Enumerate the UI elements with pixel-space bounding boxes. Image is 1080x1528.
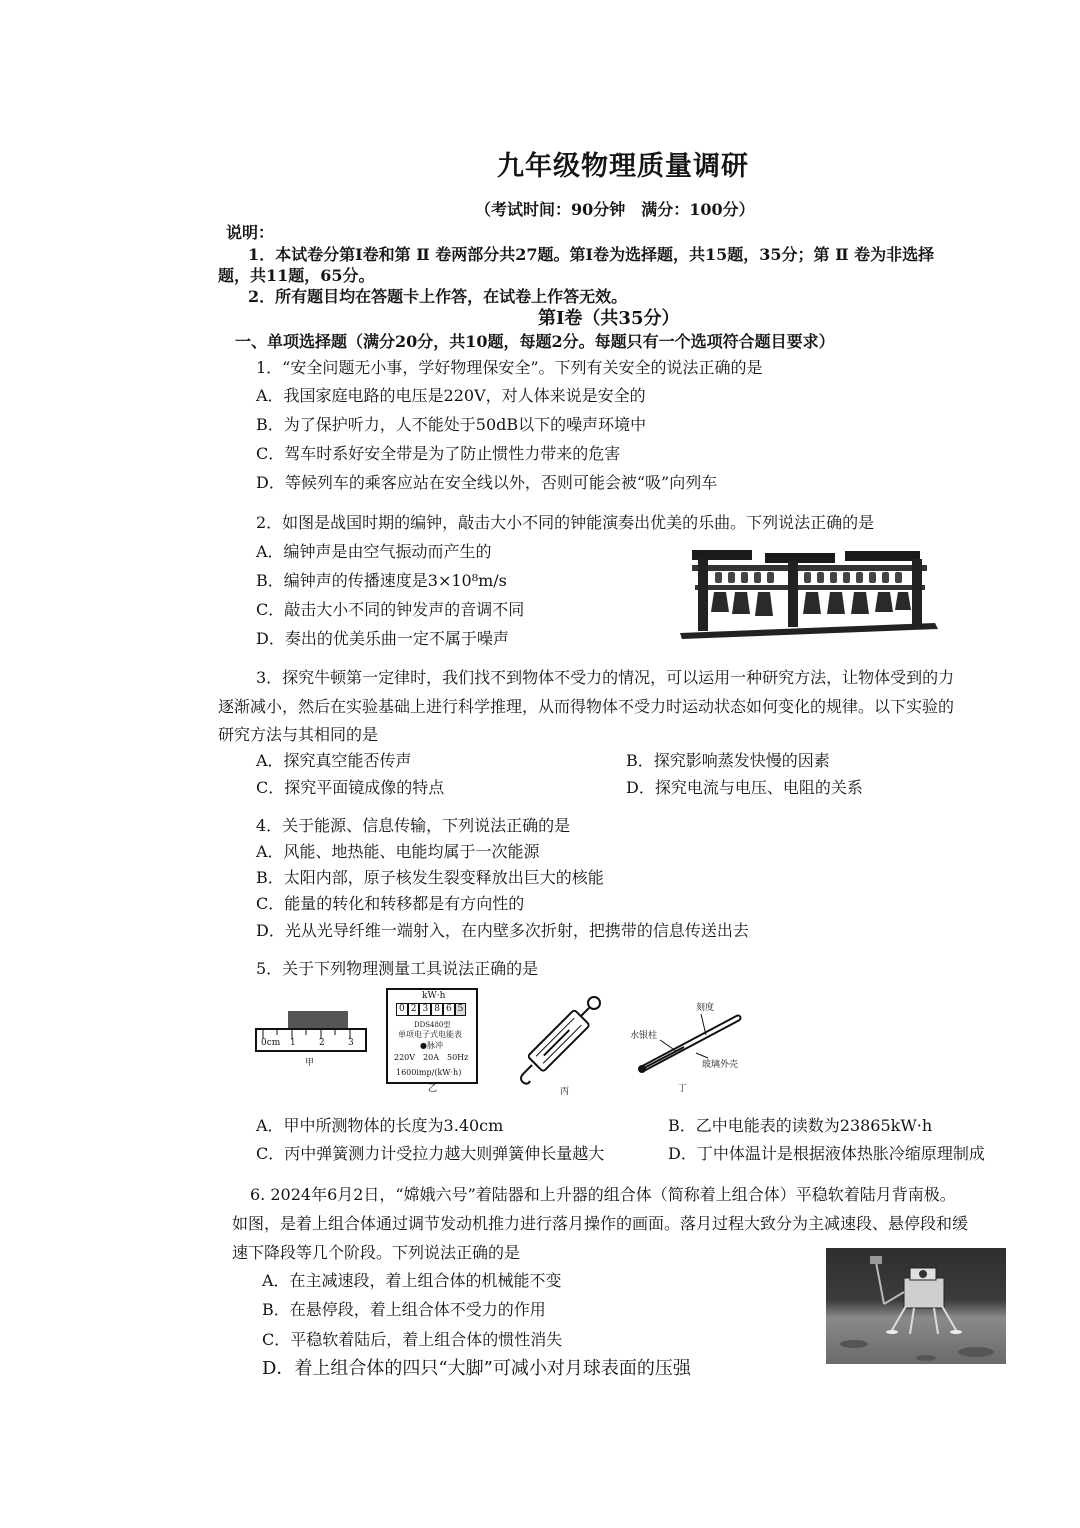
meter-rate: 1600imp/(kW·h) bbox=[396, 1068, 462, 1077]
meter-unit: kW·h bbox=[422, 991, 446, 1001]
q5-option-a: A．甲中所测物体的长度为3.40cm bbox=[256, 1116, 504, 1135]
meter-model: DDS480型 bbox=[414, 1021, 451, 1029]
q1-option-c: C．驾车时系好安全带是为了防止惯性力带来的危害 bbox=[256, 444, 621, 463]
bianzhong-bells-image bbox=[680, 545, 940, 640]
q4-stem: 4．关于能源、信息传输，下列说法正确的是 bbox=[256, 816, 571, 835]
exam-info: （考试时间：90分钟 满分：100分） bbox=[475, 200, 755, 219]
meter-digit: 2 bbox=[408, 1003, 420, 1016]
note-2: 2．所有题目均在答题卡上作答，在试卷上作答无效。 bbox=[248, 287, 628, 306]
q2-option-d: D．奏出的优美乐曲一定不属于噪声 bbox=[256, 629, 509, 648]
q6-option-a: A．在主减速段，着上组合体的机械能不变 bbox=[262, 1271, 562, 1290]
section-title: 第Ⅰ卷（共35分） bbox=[538, 308, 680, 329]
q4-option-d: D．光从光导纤维一端射入，在内壁多次折射，把携带的信息传送出去 bbox=[256, 921, 749, 940]
thermometer-label-shell: 玻璃外壳 bbox=[702, 1060, 739, 1070]
notes-heading: 说明： bbox=[226, 223, 275, 242]
thermometer-label-column: 水银柱 bbox=[630, 1031, 658, 1041]
figure-jia-caption: 甲 bbox=[305, 1058, 315, 1068]
q3-stem-line-3: 研究方法与其相同的是 bbox=[218, 725, 379, 744]
figure-ding-caption: 丁 bbox=[678, 1084, 688, 1094]
figure-ding-thermometer bbox=[626, 1000, 756, 1096]
meter-digit-decimal: 5 bbox=[455, 1003, 467, 1016]
q4-option-c: C．能量的转化和转移都是有方向性的 bbox=[256, 894, 525, 913]
figure-bing-spring-scale bbox=[510, 995, 605, 1099]
q3-option-d: D．探究电流与电压、电阻的关系 bbox=[626, 778, 863, 797]
q6-option-b: B．在悬停段，着上组合体不受力的作用 bbox=[262, 1300, 546, 1319]
q3-option-c: C．探究平面镜成像的特点 bbox=[256, 778, 445, 797]
q2-option-b: B．编钟声的传播速度是3×10⁸m/s bbox=[256, 571, 507, 590]
q5-option-c: C．丙中弹簧测力计受拉力越大则弹簧伸长量越大 bbox=[256, 1144, 605, 1163]
ruler-unit-label: 0cm bbox=[261, 1038, 281, 1048]
meter-digit: 0 bbox=[396, 1003, 408, 1016]
figure-yi-caption: 乙 bbox=[428, 1084, 438, 1094]
q4-option-b: B．太阳内部，原子核发生裂变释放出巨大的核能 bbox=[256, 868, 604, 887]
q2-stem: 2．如图是战国时期的编钟，敲击大小不同的钟能演奏出优美的乐曲。下列说法正确的是 bbox=[256, 513, 875, 532]
meter-counter bbox=[396, 1003, 466, 1016]
q3-stem-line-2: 逐渐减小，然后在实验基础上进行科学推理，从而得物体不受力时运动状态如何变化的规律。以下实验的 bbox=[218, 697, 955, 716]
ruler-tick-3: 3 bbox=[348, 1038, 354, 1048]
q6-option-d: D．着上组合体的四只“大脚”可减小对月球表面的压强 bbox=[262, 1358, 691, 1379]
note-1-line-1: 1．本试卷分第Ⅰ卷和第 Ⅱ 卷两部分共27题。第Ⅰ卷为选择题，共15题，35分；第 Ⅱ 卷为非选择 bbox=[248, 245, 935, 264]
q3-stem-line-1: 3．探究牛顿第一定律时，我们找不到物体不受力的情况，可以运用一种研究方法，让物体受到的力 bbox=[256, 668, 955, 687]
page-title: 九年级物理质量调研 bbox=[497, 151, 749, 182]
meter-digit: 3 bbox=[419, 1003, 431, 1016]
ruler-tick-2: 2 bbox=[319, 1038, 325, 1048]
q5-stem: 5．关于下列物理测量工具说法正确的是 bbox=[256, 959, 539, 978]
q5-option-d: D．丁中体温计是根据液体热胀冷缩原理制成 bbox=[668, 1144, 985, 1163]
q1-stem: 1．“安全问题无小事，学好物理保安全”。下列有关安全的说法正确的是 bbox=[256, 358, 763, 377]
q1-option-d: D．等候列车的乘客应站在安全线以外，否则可能会被“吸”向列车 bbox=[256, 473, 718, 492]
change6-lander-photo bbox=[826, 1248, 1006, 1364]
q1-option-a: A．我国家庭电路的电压是220V，对人体来说是安全的 bbox=[256, 386, 646, 405]
ruler-tick-1: 1 bbox=[290, 1038, 296, 1048]
meter-digit: 8 bbox=[431, 1003, 443, 1016]
figure-bing-caption: 丙 bbox=[560, 1087, 570, 1097]
q5-option-b: B．乙中电能表的读数为23865kW·h bbox=[668, 1116, 933, 1135]
q6-option-c: C．平稳软着陆后，着上组合体的惯性消失 bbox=[262, 1330, 563, 1349]
meter-spec: 220V 20A 50Hz bbox=[394, 1053, 469, 1062]
meter-pulse: ●脉冲 bbox=[420, 1041, 443, 1050]
figure-jia-ruler bbox=[255, 1008, 370, 1070]
q4-option-a: A．风能、地热能、电能均属于一次能源 bbox=[256, 842, 540, 861]
q2-option-a: A．编钟声是由空气振动而产生的 bbox=[256, 542, 492, 561]
meter-type: 单项电子式电能表 bbox=[398, 1030, 462, 1039]
q2-option-c: C．敲击大小不同的钟发声的音调不同 bbox=[256, 600, 525, 619]
figure-yi-energy-meter bbox=[386, 988, 478, 1092]
q3-option-b: B．探究影响蒸发快慢的因素 bbox=[626, 751, 830, 770]
meter-digit: 6 bbox=[443, 1003, 455, 1016]
part-1-title: 一、单项选择题（满分20分，共10题，每题2分。每题只有一个选项符合题目要求） bbox=[235, 332, 835, 351]
thermometer-label-scale: 刻度 bbox=[696, 1003, 715, 1013]
q1-option-b: B．为了保护听力，人不能处于50dB以下的噪声环境中 bbox=[256, 415, 647, 434]
q6-stem-line-3: 速下降段等几个阶段。下列说法正确的是 bbox=[232, 1243, 521, 1262]
q6-stem-line-2: 如图，是着上组合体通过调节发动机推力进行落月操作的画面。落月过程大致分为主减速段、悬停段和缓 bbox=[232, 1214, 969, 1233]
note-1-line-2: 题，共11题，65分。 bbox=[218, 266, 375, 285]
q6-stem-line-1: 6. 2024年6月2日，“嫦娥六号”着陆器和上升器的组合体（简称着上组合体）平稳软着陆月背南极。 bbox=[250, 1185, 956, 1204]
q3-option-a: A．探究真空能否传声 bbox=[256, 751, 412, 770]
